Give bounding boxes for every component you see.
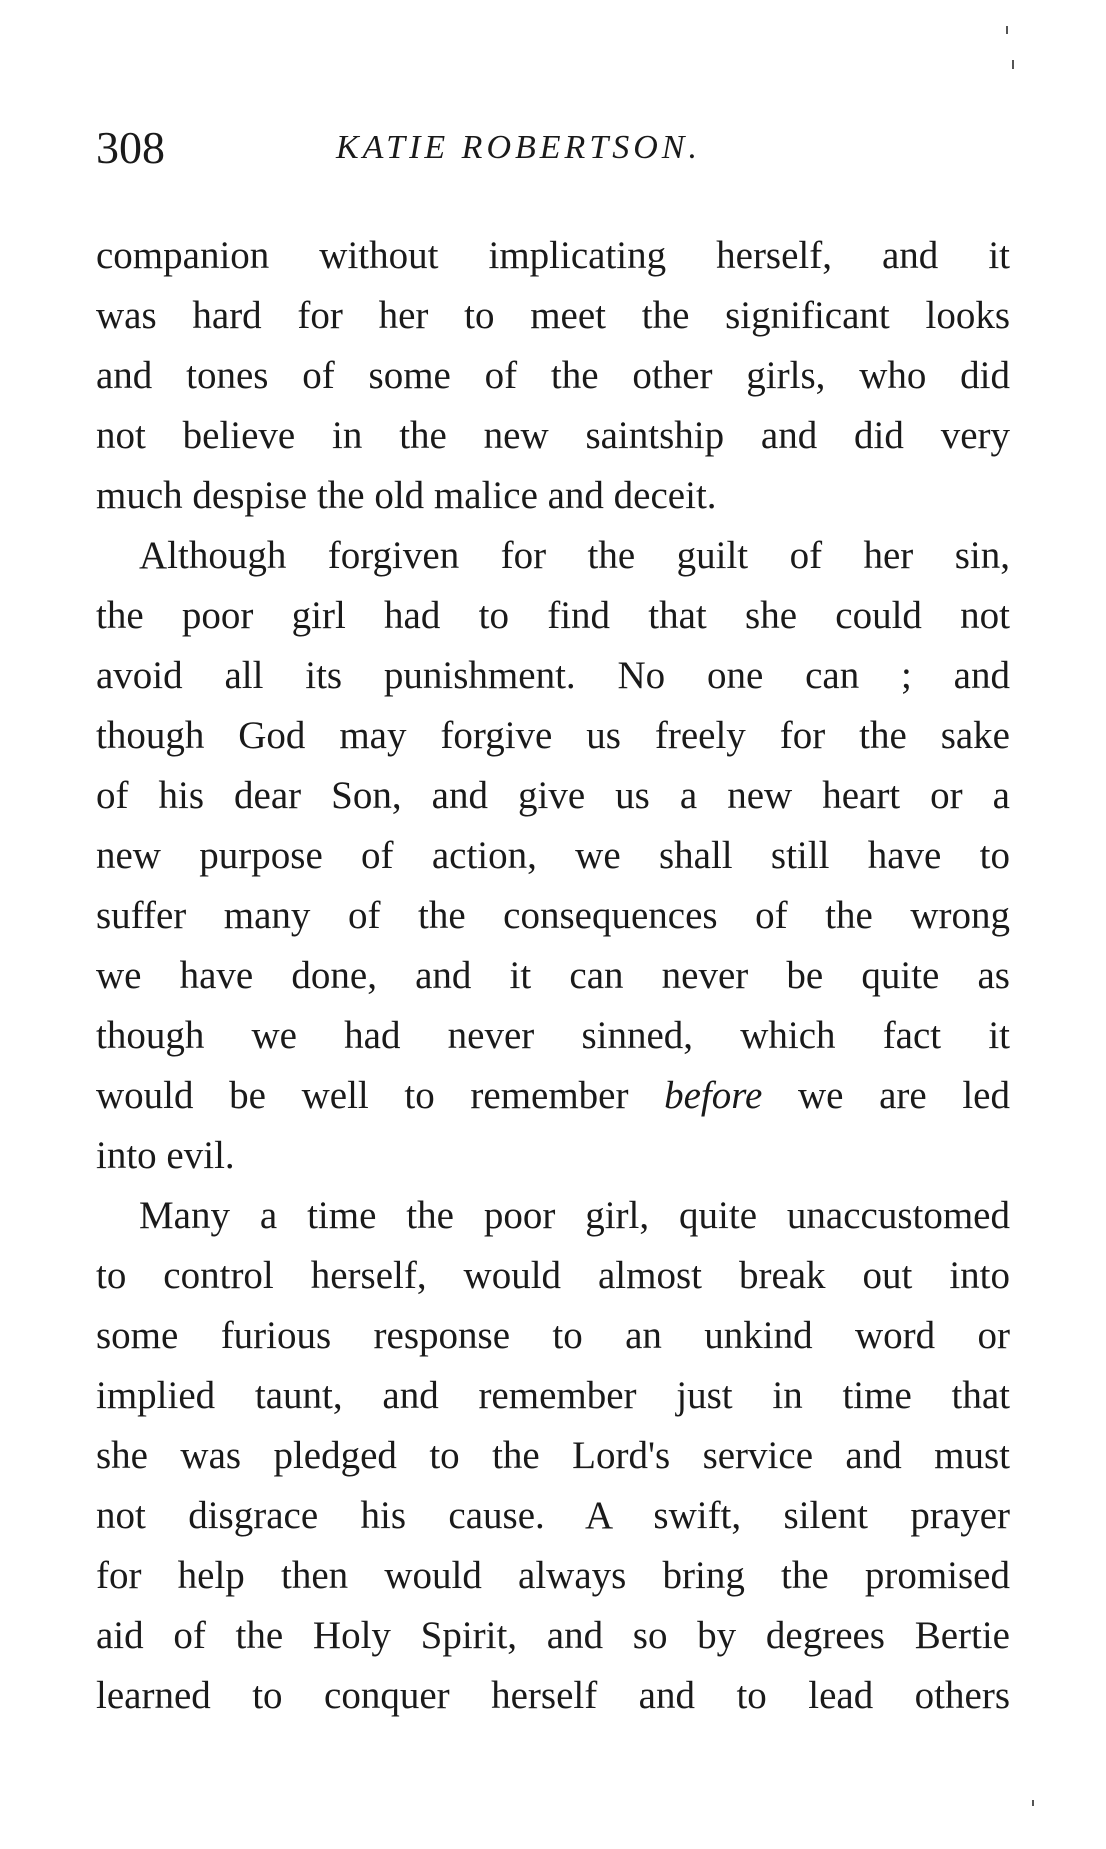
text-line: much despise the old malice and deceit.	[96, 474, 717, 517]
text-line: suffer many of the consequences of the wrong	[96, 894, 1010, 937]
running-head: KATIE ROBERTSON.	[336, 129, 701, 166]
text-line: not disgrace his cause. A swift, silent prayer	[96, 1494, 1010, 1537]
text-segment: would be well to remember	[96, 1074, 665, 1117]
text-line: not believe in the new saintship and did very	[96, 414, 1010, 457]
text-line-with-italic	[96, 1066, 1010, 1126]
page-number: 308	[96, 122, 165, 173]
italic-word: before	[664, 1074, 763, 1117]
text-line: to control herself, would almost break out into	[96, 1254, 1010, 1297]
text-line: and tones of some of the other girls, who did	[96, 354, 1010, 397]
text-line: companion without implicating herself, and it	[96, 234, 1010, 277]
text-line: we have done, and it can never be quite as	[96, 954, 1010, 997]
text-line: though God may forgive us freely for the sake	[96, 714, 1010, 757]
text-line: for help then would always bring the promised	[96, 1554, 1010, 1597]
text-line: new purpose of action, we shall still have to	[96, 834, 1010, 877]
text-line: Many a time the poor girl, quite unaccustomed	[139, 1194, 1010, 1237]
text-line: of his dear Son, and give us a new heart or a	[96, 774, 1010, 817]
text-line: aid of the Holy Spirit, and so by degrees Bertie	[96, 1614, 1010, 1657]
text-line: she was pledged to the Lord's service and must	[96, 1434, 1010, 1477]
text-line: Although forgiven for the guilt of her sin,	[139, 534, 1010, 577]
text-line: into evil.	[96, 1134, 235, 1177]
text-line: implied taunt, and remember just in time that	[96, 1374, 1010, 1417]
text-line: avoid all its punishment. No one can ; and	[96, 654, 1010, 697]
scan-speck	[1012, 60, 1014, 69]
text-segment: we are led	[762, 1074, 1010, 1117]
text-line: some furious response to an unkind word or	[96, 1314, 1010, 1357]
text-line: learned to conquer herself and to lead others	[96, 1674, 1010, 1717]
text-line: though we had never sinned, which fact it	[96, 1014, 1010, 1057]
page-body	[96, 226, 1010, 1726]
text-line: the poor girl had to find that she could not	[96, 594, 1010, 637]
scan-speck	[1032, 1800, 1034, 1806]
scan-speck	[1006, 26, 1008, 34]
text-line: was hard for her to meet the significant looks	[96, 294, 1010, 337]
page-header	[96, 118, 1010, 178]
